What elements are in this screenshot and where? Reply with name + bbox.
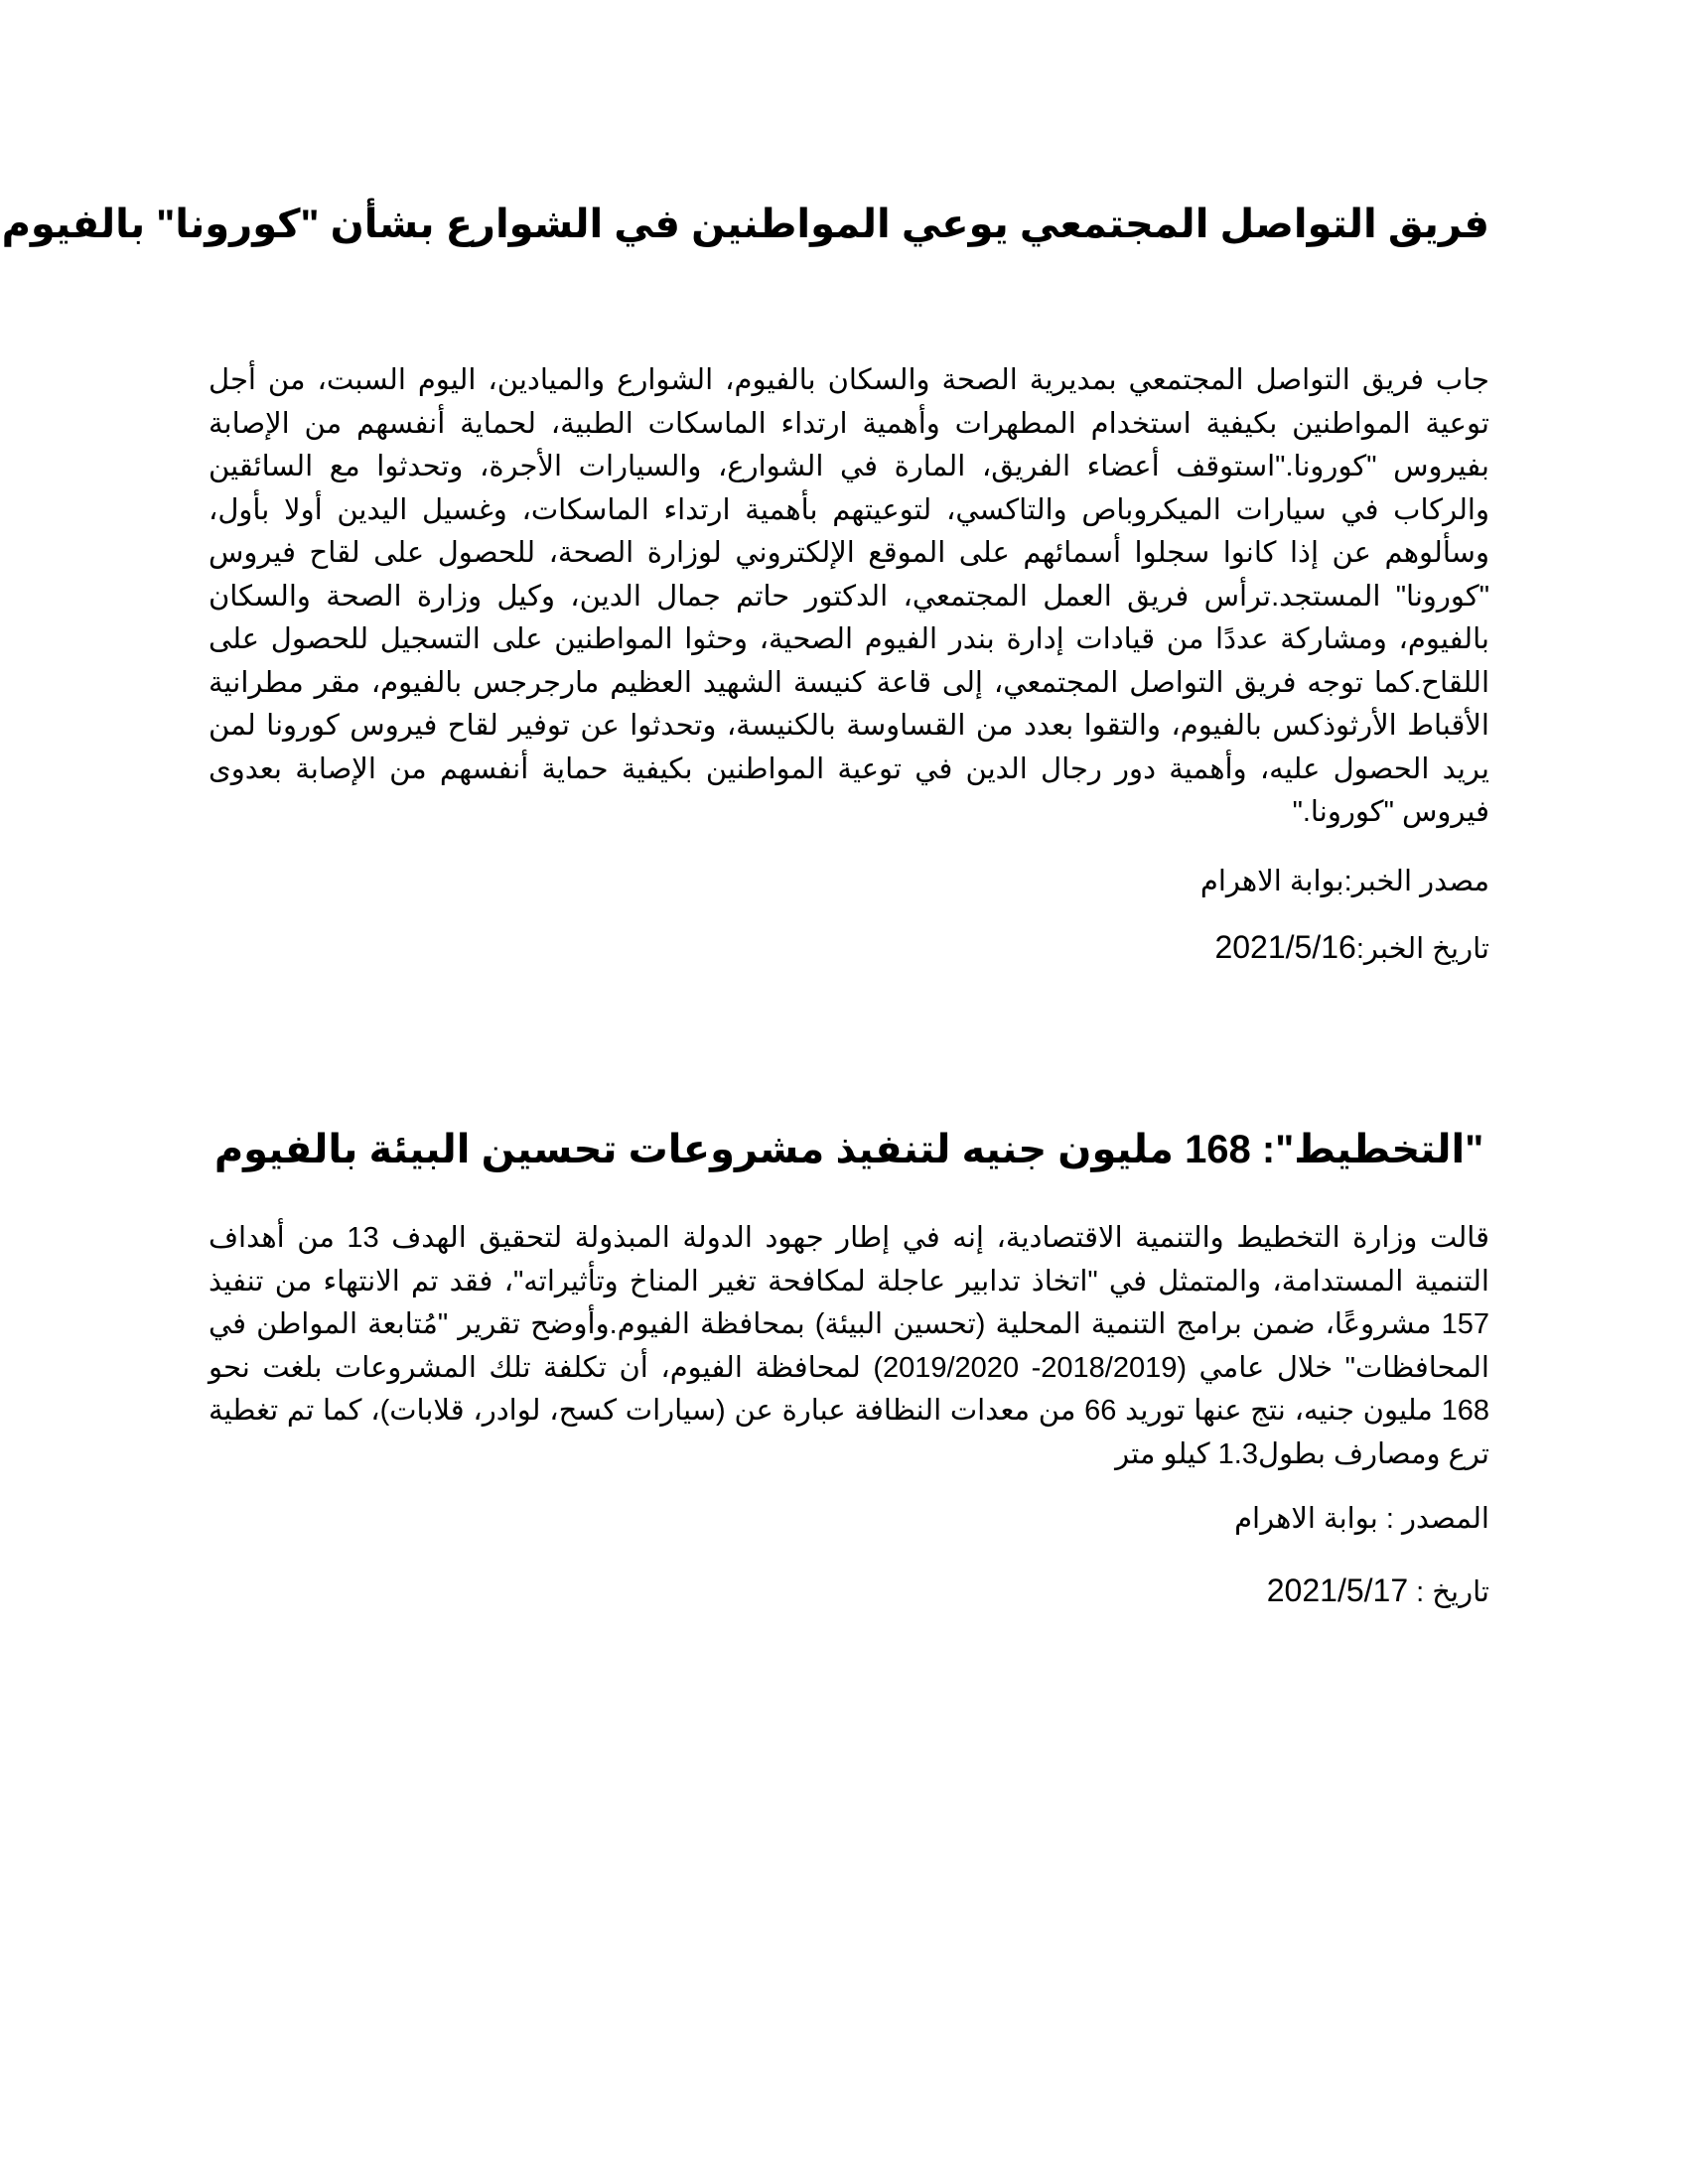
source-value: بوابة الاهرام (1199, 865, 1344, 897)
date-label: تاريخ الخبر: (1355, 932, 1489, 965)
source-label: مصدر الخبر: (1343, 865, 1489, 897)
article-date (209, 927, 1489, 969)
news-article-covid-outreach (1, 195, 1489, 969)
date-value: 2021/5/17 (1266, 1572, 1409, 1608)
news-article-environment-projects (209, 1120, 1489, 1612)
article-source (209, 862, 1489, 901)
article-source (209, 1499, 1489, 1539)
date-label: تاريخ : (1416, 1576, 1489, 1608)
source-label: المصدر : (1385, 1503, 1489, 1535)
article-date (209, 1570, 1489, 1612)
document-page (1, 0, 1490, 2184)
source-value: بوابة الاهرام (1234, 1503, 1378, 1535)
article-title: "التخطيط": 168 مليون جنيه لتنفيذ مشروعات تحسين البيئة بالفيوم (213, 1128, 1484, 1171)
article-title: فريق التواصل المجتمعي يوعي المواطنين في الشوارع بشأن "كورونا" بالفيوم (1, 203, 1489, 246)
article-body: جاب فريق التواصل المجتمعي بمديرية الصحة والسكان بالفيوم، الشوارع والميادين، اليوم السبت، من أجل توعية المواطنين بكيفية استخدام المطهرات وأهمية ارتداء الماسكات الطبية، لحماية أنفسهم من الإصابة بفيروس "كورونا."استوقف أعضاء الفريق، المارة في الشوارع، والسيارات الأجرة، وتحدثوا مع السائقين والركاب في سيارات الميكروباص والتاكسي، لتوعيتهم بأهمية ارتداء الماسكات، وغسيل اليدين أولا بأول، وسألوهم عن إذا كانوا سجلوا أسمائهم على الموقع الإلكتروني لوزارة الصحة، للحصول على لقاح فيروس "كورونا" المستجد.ترأس فريق العمل المجتمعي، الدكتور حاتم جمال الدين، وكيل وزارة الصحة والسكان بالفيوم، ومشاركة عددًا من قيادات إدارة بندر الفيوم الصحية، وحثوا المواطنين على التسجيل للحصول على اللقاح.كما توجه فريق التواصل المجتمعي، إلى قاعة كنيسة الشهيد العظيم مارجرجس بالفيوم، مقر مطرانية الأقباط الأرثوذكس بالفيوم، والتقوا بعدد من القساوسة بالكنيسة، وتحدثوا عن توفير لقاح فيروس كورونا لمن يريد الحصول عليه، وأهمية دور رجال الدين في توعية المواطنين بكيفية حماية أنفسهم من الإصابة بعدوى فيروس "كورونا." (209, 364, 1489, 828)
date-value: 2021/5/16 (1214, 928, 1356, 965)
article-body: قالت وزارة التخطيط والتنمية الاقتصادية، إنه في إطار جهود الدولة المبذولة لتحقيق الهدف 13 من أهداف التنمية المستدامة، والمتمثل في "اتخاذ تدابير عاجلة لمكافحة تغير المناخ وتأثيراته"، فقد تم الانتهاء من تنفيذ 157 مشروعًا، ضمن برامج التنمية المحلية (تحسين البيئة) بمحافظة الفيوم.وأوضح تقرير "مُتابعة المواطن في المحافظات" خلال عامي (2018/2019- 2019/2020) لمحافظة الفيوم، أن تكلفة تلك المشروعات بلغت نحو 168 مليون جنيه، نتج عنها توريد 66 من معدات النظافة عبارة عن (سيارات كسح، لوادر، قلابات)، كما تم تغطية ترع ومصارف بطول1.3 كيلو متر (209, 1222, 1490, 1470)
